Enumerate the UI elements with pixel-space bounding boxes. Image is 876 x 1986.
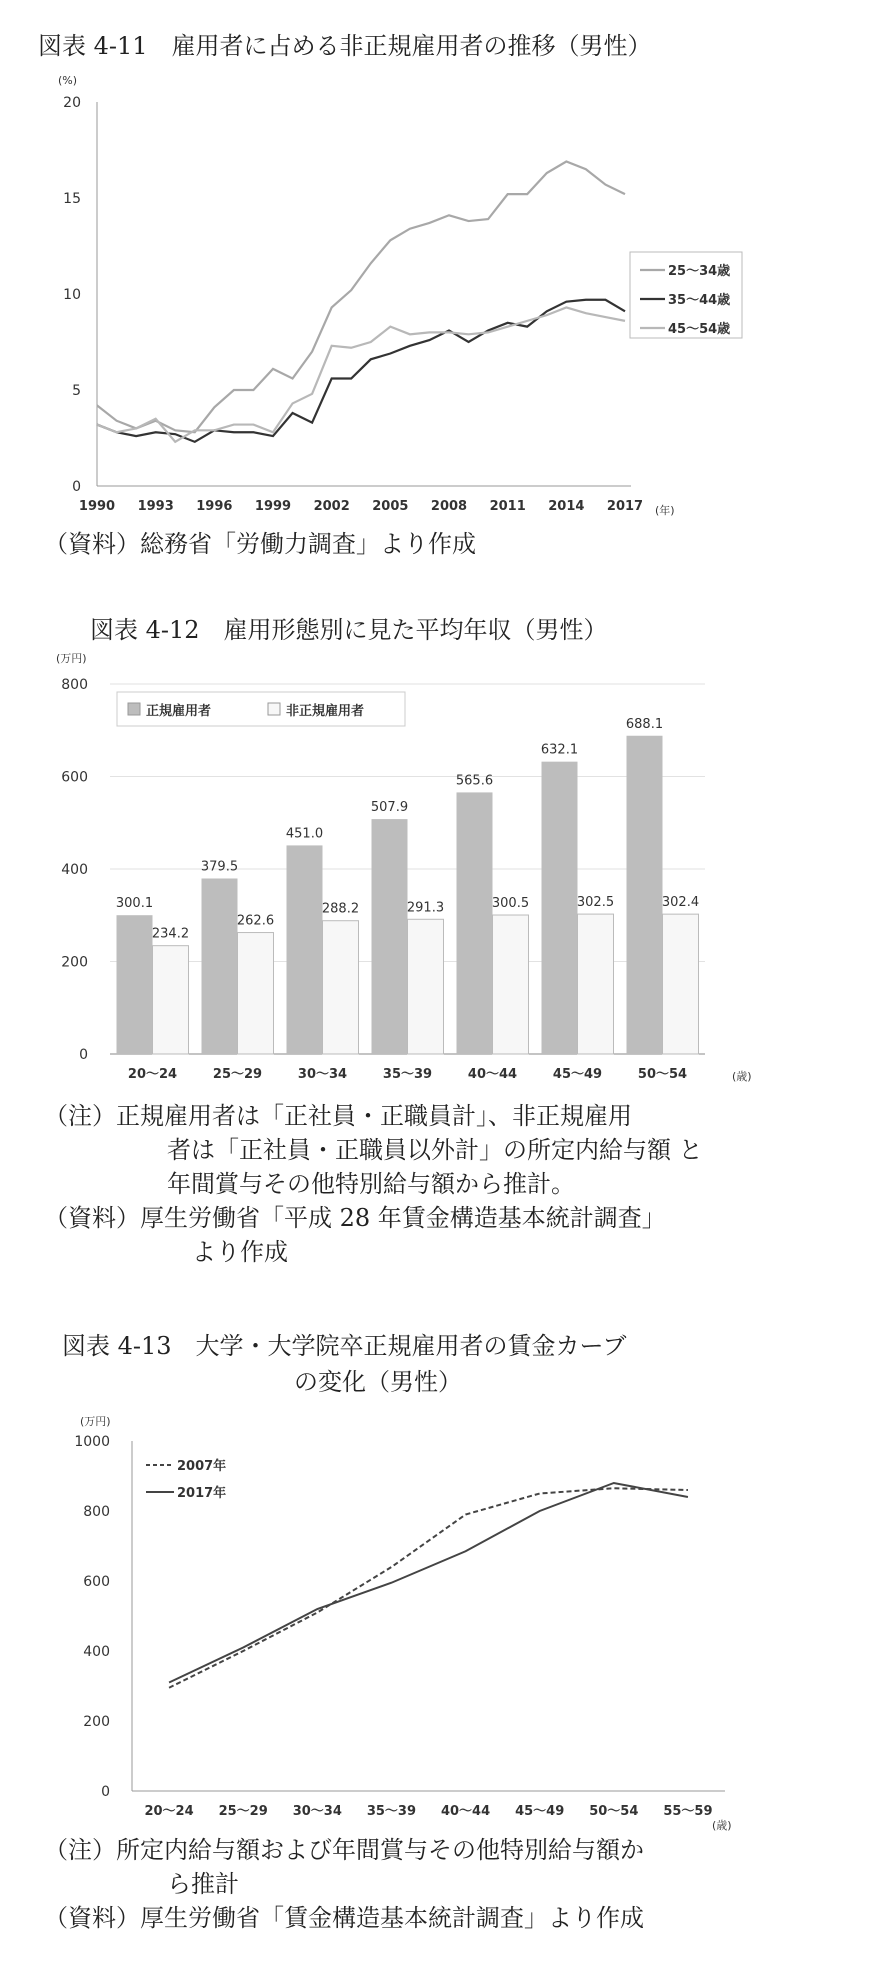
y-axis-unit: (%) (58, 74, 78, 87)
bar-regular (117, 915, 153, 1054)
bar-value-label: 300.1 (115, 896, 154, 912)
bar-regular (372, 819, 408, 1054)
y-tick-label: 1000 (74, 1434, 110, 1450)
x-tick-label: 2008 (430, 499, 468, 514)
bar-nonregular (153, 946, 189, 1054)
x-tick-label: 30〜34 (297, 1067, 348, 1082)
bar-regular (457, 792, 493, 1054)
y-tick-label: 0 (101, 1784, 110, 1800)
x-tick-label: 35〜39 (366, 1804, 417, 1819)
legend-label: 2007年 (177, 1459, 227, 1474)
figure1-title: 図表 4-11 雇用者に占める非正規雇用者の推移（男性） (38, 32, 652, 60)
bar-nonregular (493, 915, 529, 1054)
bar-value-label: 632.1 (540, 742, 579, 758)
x-tick-label: 40〜44 (467, 1067, 518, 1082)
figure3-title: 図表 4-13 大学・大学院卒正規雇用者の賃金カーブ (62, 1332, 627, 1360)
x-tick-label: 35〜39 (382, 1067, 433, 1082)
y-tick-label: 10 (63, 287, 81, 303)
y-tick-label: 800 (83, 1504, 110, 1520)
y-tick-label: 400 (83, 1644, 110, 1660)
x-tick-label: 25〜29 (212, 1067, 263, 1082)
y-tick-label: 600 (61, 769, 88, 786)
bar-value-label: 688.1 (625, 716, 664, 732)
x-tick-label: 45〜49 (552, 1067, 603, 1082)
y-axis-unit: (万円) (56, 652, 87, 665)
y-tick-label: 15 (63, 191, 81, 207)
legend-label: 35〜44歳 (668, 293, 731, 308)
x-tick-label: 1999 (254, 499, 292, 514)
figure2-notes (44, 1099, 703, 1269)
bar-regular (287, 845, 323, 1054)
legend-label: 45〜54歳 (668, 322, 731, 337)
x-tick-label: 1990 (78, 499, 116, 514)
bar-value-label: 302.5 (576, 895, 615, 911)
series-line-3 (97, 307, 625, 441)
bar-value-label: 262.6 (236, 913, 275, 929)
bar-regular (202, 878, 238, 1054)
bar-chart-annual-income (0, 650, 876, 1100)
figure1-source (44, 527, 476, 561)
x-tick-label: 20〜24 (127, 1067, 178, 1082)
y-tick-label: 0 (79, 1047, 88, 1063)
series-line-1 (97, 162, 625, 433)
series-line-2 (169, 1483, 688, 1683)
x-tick-label: 2014 (548, 499, 585, 514)
source-line: （資料）総務省「労働力調査」より作成 (44, 530, 476, 558)
bar-value-label: 565.6 (455, 773, 494, 789)
x-axis-unit: (歳) (732, 1070, 752, 1083)
bar-nonregular (578, 914, 614, 1054)
y-tick-label: 800 (61, 677, 88, 693)
bar-value-label: 300.5 (491, 896, 530, 912)
bar-value-label: 291.3 (406, 900, 445, 916)
legend-label: 非正規雇用者 (286, 704, 365, 719)
bar-value-label: 507.9 (370, 800, 409, 816)
y-tick-label: 600 (83, 1574, 110, 1590)
x-tick-label: 30〜34 (292, 1804, 342, 1819)
note-line: （注）正規雇用者は「正社員・正職員計」、非正規雇用 (44, 1102, 632, 1130)
x-tick-label: 1996 (196, 499, 233, 514)
x-tick-label: 1993 (137, 499, 174, 514)
source-line: （資料）厚生労働省「賃金構造基本統計調査」より作成 (44, 1904, 644, 1932)
series-line-2 (97, 300, 625, 442)
bar-nonregular (663, 914, 699, 1054)
line-chart-nonregular-share (0, 60, 876, 530)
x-tick-label: 45〜49 (515, 1804, 565, 1819)
legend-label: 25〜34歳 (668, 264, 731, 279)
bar-value-label: 288.2 (321, 901, 360, 917)
bar-nonregular (408, 919, 444, 1054)
x-tick-label: 2005 (372, 499, 409, 514)
y-tick-label: 0 (72, 479, 81, 495)
x-tick-label: 25〜29 (218, 1804, 268, 1819)
bar-nonregular (238, 933, 274, 1054)
x-tick-label: 55〜59 (663, 1804, 713, 1819)
bar-value-label: 302.4 (661, 895, 700, 911)
figure2-title: 図表 4-12 雇用形態別に見た平均年収（男性） (90, 616, 608, 644)
note-line: 年間賞与その他特別給与額から推計。 (167, 1170, 575, 1198)
y-axis-unit: (万円) (80, 1415, 111, 1428)
x-tick-label: 40〜44 (440, 1804, 491, 1819)
series-line-1 (169, 1488, 688, 1688)
source-line: （資料）厚生労働省「平成 28 年賃金構造基本統計調査」 (44, 1204, 666, 1232)
note-line: （注）所定内給与額および年間賞与その他特別給与額か (44, 1836, 644, 1864)
bar-value-label: 234.2 (151, 926, 190, 942)
y-tick-label: 200 (83, 1714, 110, 1730)
bar-nonregular (323, 921, 359, 1054)
x-tick-label: 2011 (489, 499, 526, 514)
y-tick-label: 20 (63, 95, 81, 111)
x-tick-label: 2017 (606, 499, 644, 514)
bar-regular (542, 762, 578, 1054)
x-axis-unit: (歳) (712, 1819, 732, 1832)
y-tick-label: 400 (61, 862, 88, 878)
x-tick-label: 50〜54 (637, 1067, 688, 1082)
line-chart-wage-curve (0, 1395, 876, 1855)
figure3-notes (44, 1833, 644, 1935)
y-tick-label: 5 (72, 383, 81, 399)
note-line: 者は「正社員・正職員以外計」の所定内給与額 と (167, 1136, 703, 1164)
y-tick-label: 200 (61, 954, 88, 971)
bar-value-label: 379.5 (200, 859, 239, 875)
legend-label: 2017年 (177, 1486, 227, 1501)
legend-swatch (268, 703, 280, 715)
x-tick-label: 50〜54 (589, 1804, 639, 1819)
x-axis-unit: (年) (655, 504, 675, 517)
bar-value-label: 451.0 (285, 826, 324, 842)
bar-regular (627, 736, 663, 1054)
legend-label: 正規雇用者 (146, 704, 212, 719)
legend-swatch (128, 703, 140, 715)
x-tick-label: 20〜24 (144, 1804, 194, 1819)
figure3-title-cont: の変化（男性） (294, 1368, 462, 1396)
x-tick-label: 2002 (313, 499, 350, 514)
source-line: より作成 (192, 1238, 288, 1266)
note-line: ら推計 (167, 1870, 239, 1898)
